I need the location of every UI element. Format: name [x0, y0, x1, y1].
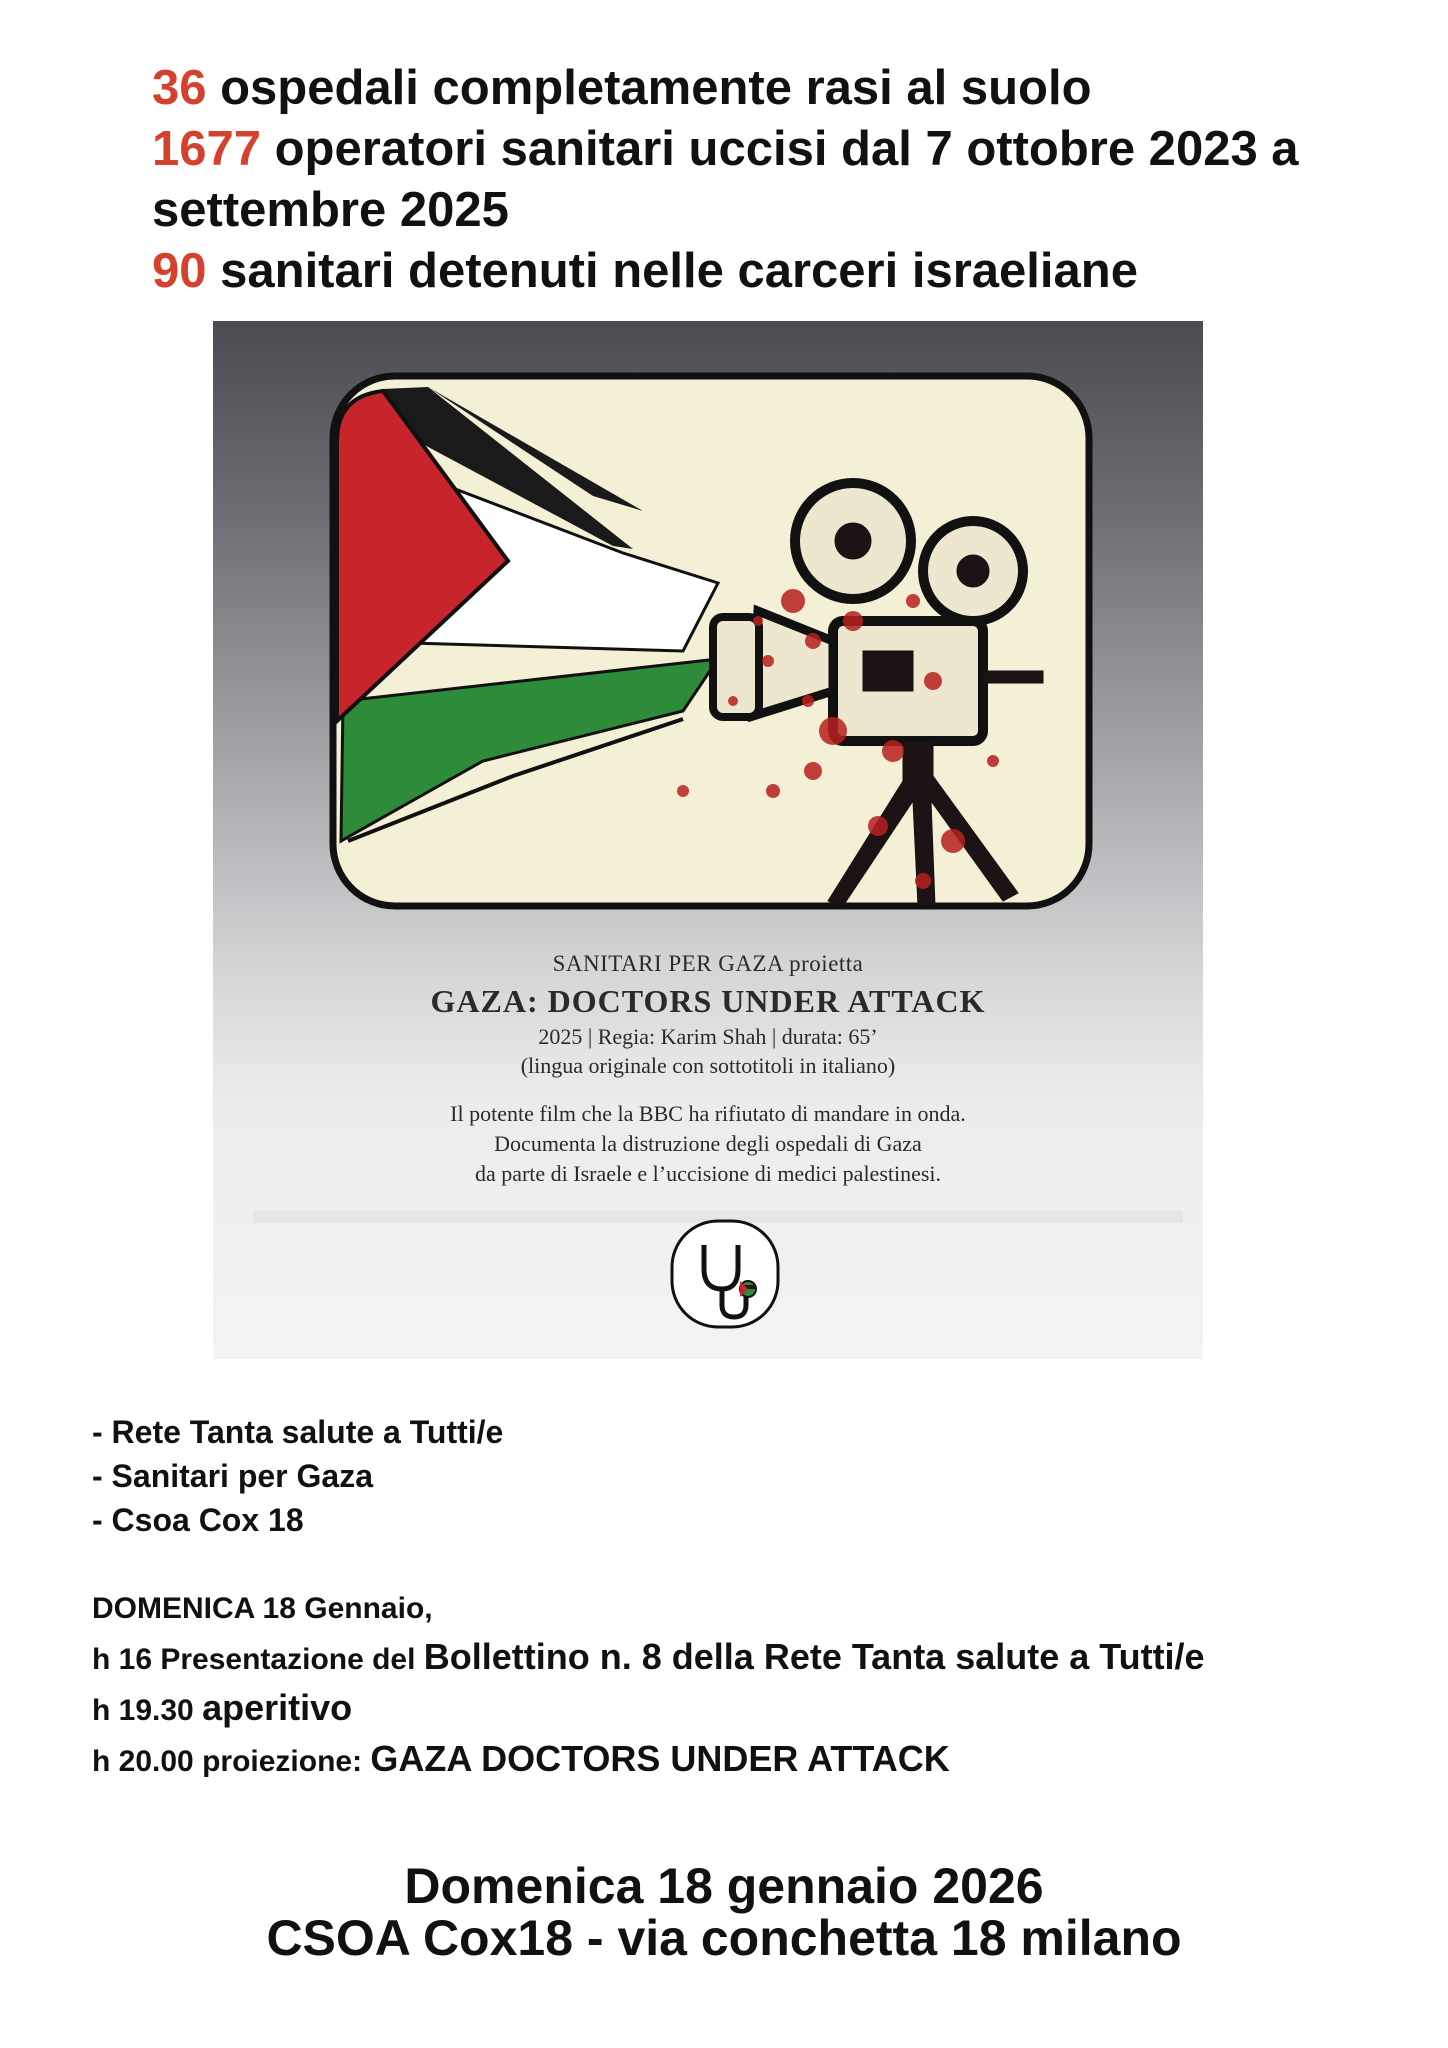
poster-presenter: SANITARI PER GAZA proietta [552, 951, 864, 976]
program-item-time: h 19.30 [92, 1694, 203, 1727]
poster-title: GAZA: DOCTORS UNDER ATTACK [430, 983, 986, 1019]
poster-meta: 2025 | Regia: Karim Shah | durata: 65’ [538, 1024, 878, 1049]
film-poster [213, 321, 1203, 1359]
poster-artwork [213, 321, 1203, 1359]
program-item-title: GAZA DOCTORS UNDER ATTACK [370, 1738, 950, 1779]
organizer-item: - Csoa Cox 18 [92, 1502, 304, 1538]
stat-hospitals [152, 58, 1372, 119]
poster-description-line: Il potente film che la BBC ha rifiutato di mandare in onda. [450, 1101, 966, 1126]
poster-language: (lingua originale con sottotitoli in italiano) [520, 1053, 896, 1078]
stat-number: 90 [152, 244, 207, 298]
program-item-title: aperitivo [202, 1687, 353, 1728]
event-date: Domenica 18 gennaio 2026 [404, 1858, 1044, 1914]
organizers-list [92, 1410, 503, 1542]
poster-description-line: da parte di Israele e l’uccisione di medici palestinesi. [474, 1161, 942, 1186]
stat-text: operatori sanitari uccisi dal 7 ottobre 2023 a settembre 2025 [152, 122, 1299, 237]
program-item-time: h 20.00 proiezione: [92, 1745, 371, 1778]
stat-number: 36 [152, 61, 207, 115]
poster-description-line: Documenta la distruzione degli ospedali di Gaza [494, 1131, 922, 1156]
program-item [92, 1684, 1205, 1735]
stethoscope-logo-icon [668, 1217, 782, 1331]
organizer-item: - Sanitari per Gaza [92, 1458, 373, 1494]
stat-detained [152, 241, 1372, 302]
stat-number: 1677 [152, 122, 262, 176]
program-schedule [92, 1585, 1205, 1786]
poster-description [213, 1099, 1203, 1189]
program-day: DOMENICA 18 Gennaio, [92, 1592, 433, 1625]
program-item [92, 1633, 1205, 1684]
program-item-title: Bollettino n. 8 della Rete Tanta salute a Tutti/e [423, 1636, 1205, 1677]
program-item [92, 1735, 1205, 1786]
program-item-time: h 16 Presentazione del [92, 1643, 424, 1676]
stat-text: ospedali completamente rasi al suolo [206, 61, 1092, 115]
stats-block [152, 58, 1372, 302]
organizer-item: - Rete Tanta salute a Tutti/e [92, 1414, 504, 1450]
event-venue: CSOA Cox18 - via conchetta 18 milano [266, 1910, 1182, 1966]
stat-health-workers-killed [152, 119, 1372, 241]
stat-text: sanitari detenuti nelle carceri israeliane [206, 244, 1138, 298]
